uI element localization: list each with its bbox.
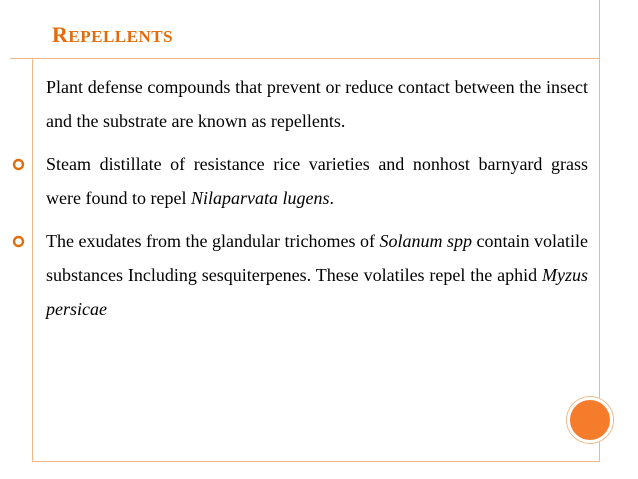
frame-bottom-rule [32,461,600,462]
slide-title-rest: EPELLENTS [68,27,174,46]
frame-left-rule [32,58,33,462]
slide-title-initial: R [52,22,69,47]
slide-title [52,18,173,54]
slide-body [46,70,588,335]
species-name: Nilaparvata lugens [190,188,330,208]
bullet-text-middle: contain volatile substances Including sesquiterpenes. These volatiles repel the aphid [46,231,589,285]
decorative-circle [567,397,613,443]
intro-paragraph-text: Plant defense compounds that prevent or reduce contact between the insect and the substrate are known as repellents. [46,77,588,131]
intro-paragraph [46,70,588,138]
frame-top-rule [10,58,600,59]
species-name: Myzus persicae [46,265,588,319]
bullet-text: The exudates from the glandular trichomes of [46,231,380,251]
frame-right-rule [599,0,600,462]
bullet-item-steam-distillate [46,147,588,215]
bullet-text: Steam distillate of resistance rice varieties and nonhost barnyard grass were found to repel [46,154,588,208]
hollow-circle-bullet-icon [12,147,26,181]
genus-name: Solanum spp [379,231,473,251]
hollow-circle-bullet-icon [12,224,26,258]
bullet-item-exudates [46,224,588,326]
bullet-text-end: . [329,188,334,208]
